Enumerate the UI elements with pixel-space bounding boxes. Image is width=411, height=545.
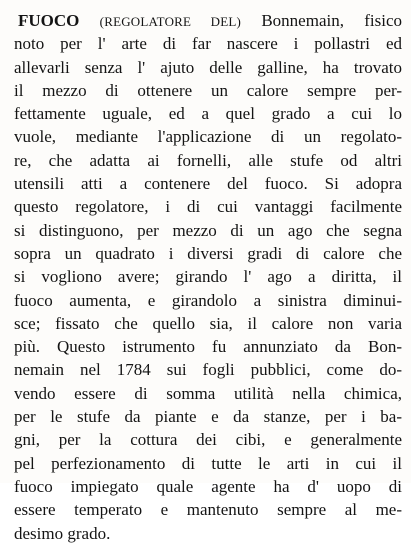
text-line: si vogliono avere; girando l' ago a diritta, il (14, 267, 402, 287)
text-line: fettamente uguale, ed a quel grado a cui lo (14, 104, 402, 124)
text-line: noto per l' arte di far nascere i pollastri ed (14, 34, 402, 54)
text-line: fuoco aumenta, e girandolo a sinistra diminui- (14, 290, 402, 310)
text-line: vuole, mediante l'applicazione di un regolato- (14, 127, 402, 147)
text-line: re, che adatta ai fornelli, alle stufe od altri (14, 150, 402, 170)
text-line: sce; fissato che quello sia, il calore non varia (14, 313, 402, 333)
text-line: gni, per la cottura dei cibi, e generalmente (14, 430, 402, 450)
entry-headword: FUOCO (18, 11, 80, 30)
text-line: si distinguono, per mezzo di un ago che segna (14, 220, 402, 240)
text-line (14, 9, 402, 32)
text-line: il mezzo di ottenere un calore sempre per- (14, 80, 402, 100)
text-line: pel perfezionamento di tutte le arti in cui il (14, 453, 402, 473)
dictionary-entry (14, 9, 402, 545)
text-line: utensili atti a contenere del fuoco. Si adopra (14, 174, 402, 194)
text-line: sopra un quadrato i diversi gradi di calore che (14, 243, 402, 263)
text-line: essere temperato e mantenuto sempre al me- (14, 500, 402, 520)
text-line: desimo grado. (14, 523, 111, 543)
text-line: più. Questo istrumento fu annunziato da Bon- (14, 337, 402, 357)
text-line: per le stufe da piante e da stanze, per i ba- (14, 407, 402, 427)
text-line: vendo essere di somma utilità nella chimica, (14, 383, 402, 403)
text-line: allevarli senza l' ajuto delle galline, ha trovato (14, 57, 402, 77)
text-line: questo regolatore, i di cui vantaggi facilmente (14, 197, 402, 217)
text-line: nemain nel 1784 sui fogli pubblici, come do- (14, 360, 402, 380)
text-line-fragment: Bonnemain, fisico (261, 11, 403, 30)
text-line: fuoco impiegato quale agente ha d' uopo di (14, 476, 402, 496)
entry-subhead: (REGOLATORE DEL) (99, 14, 242, 29)
